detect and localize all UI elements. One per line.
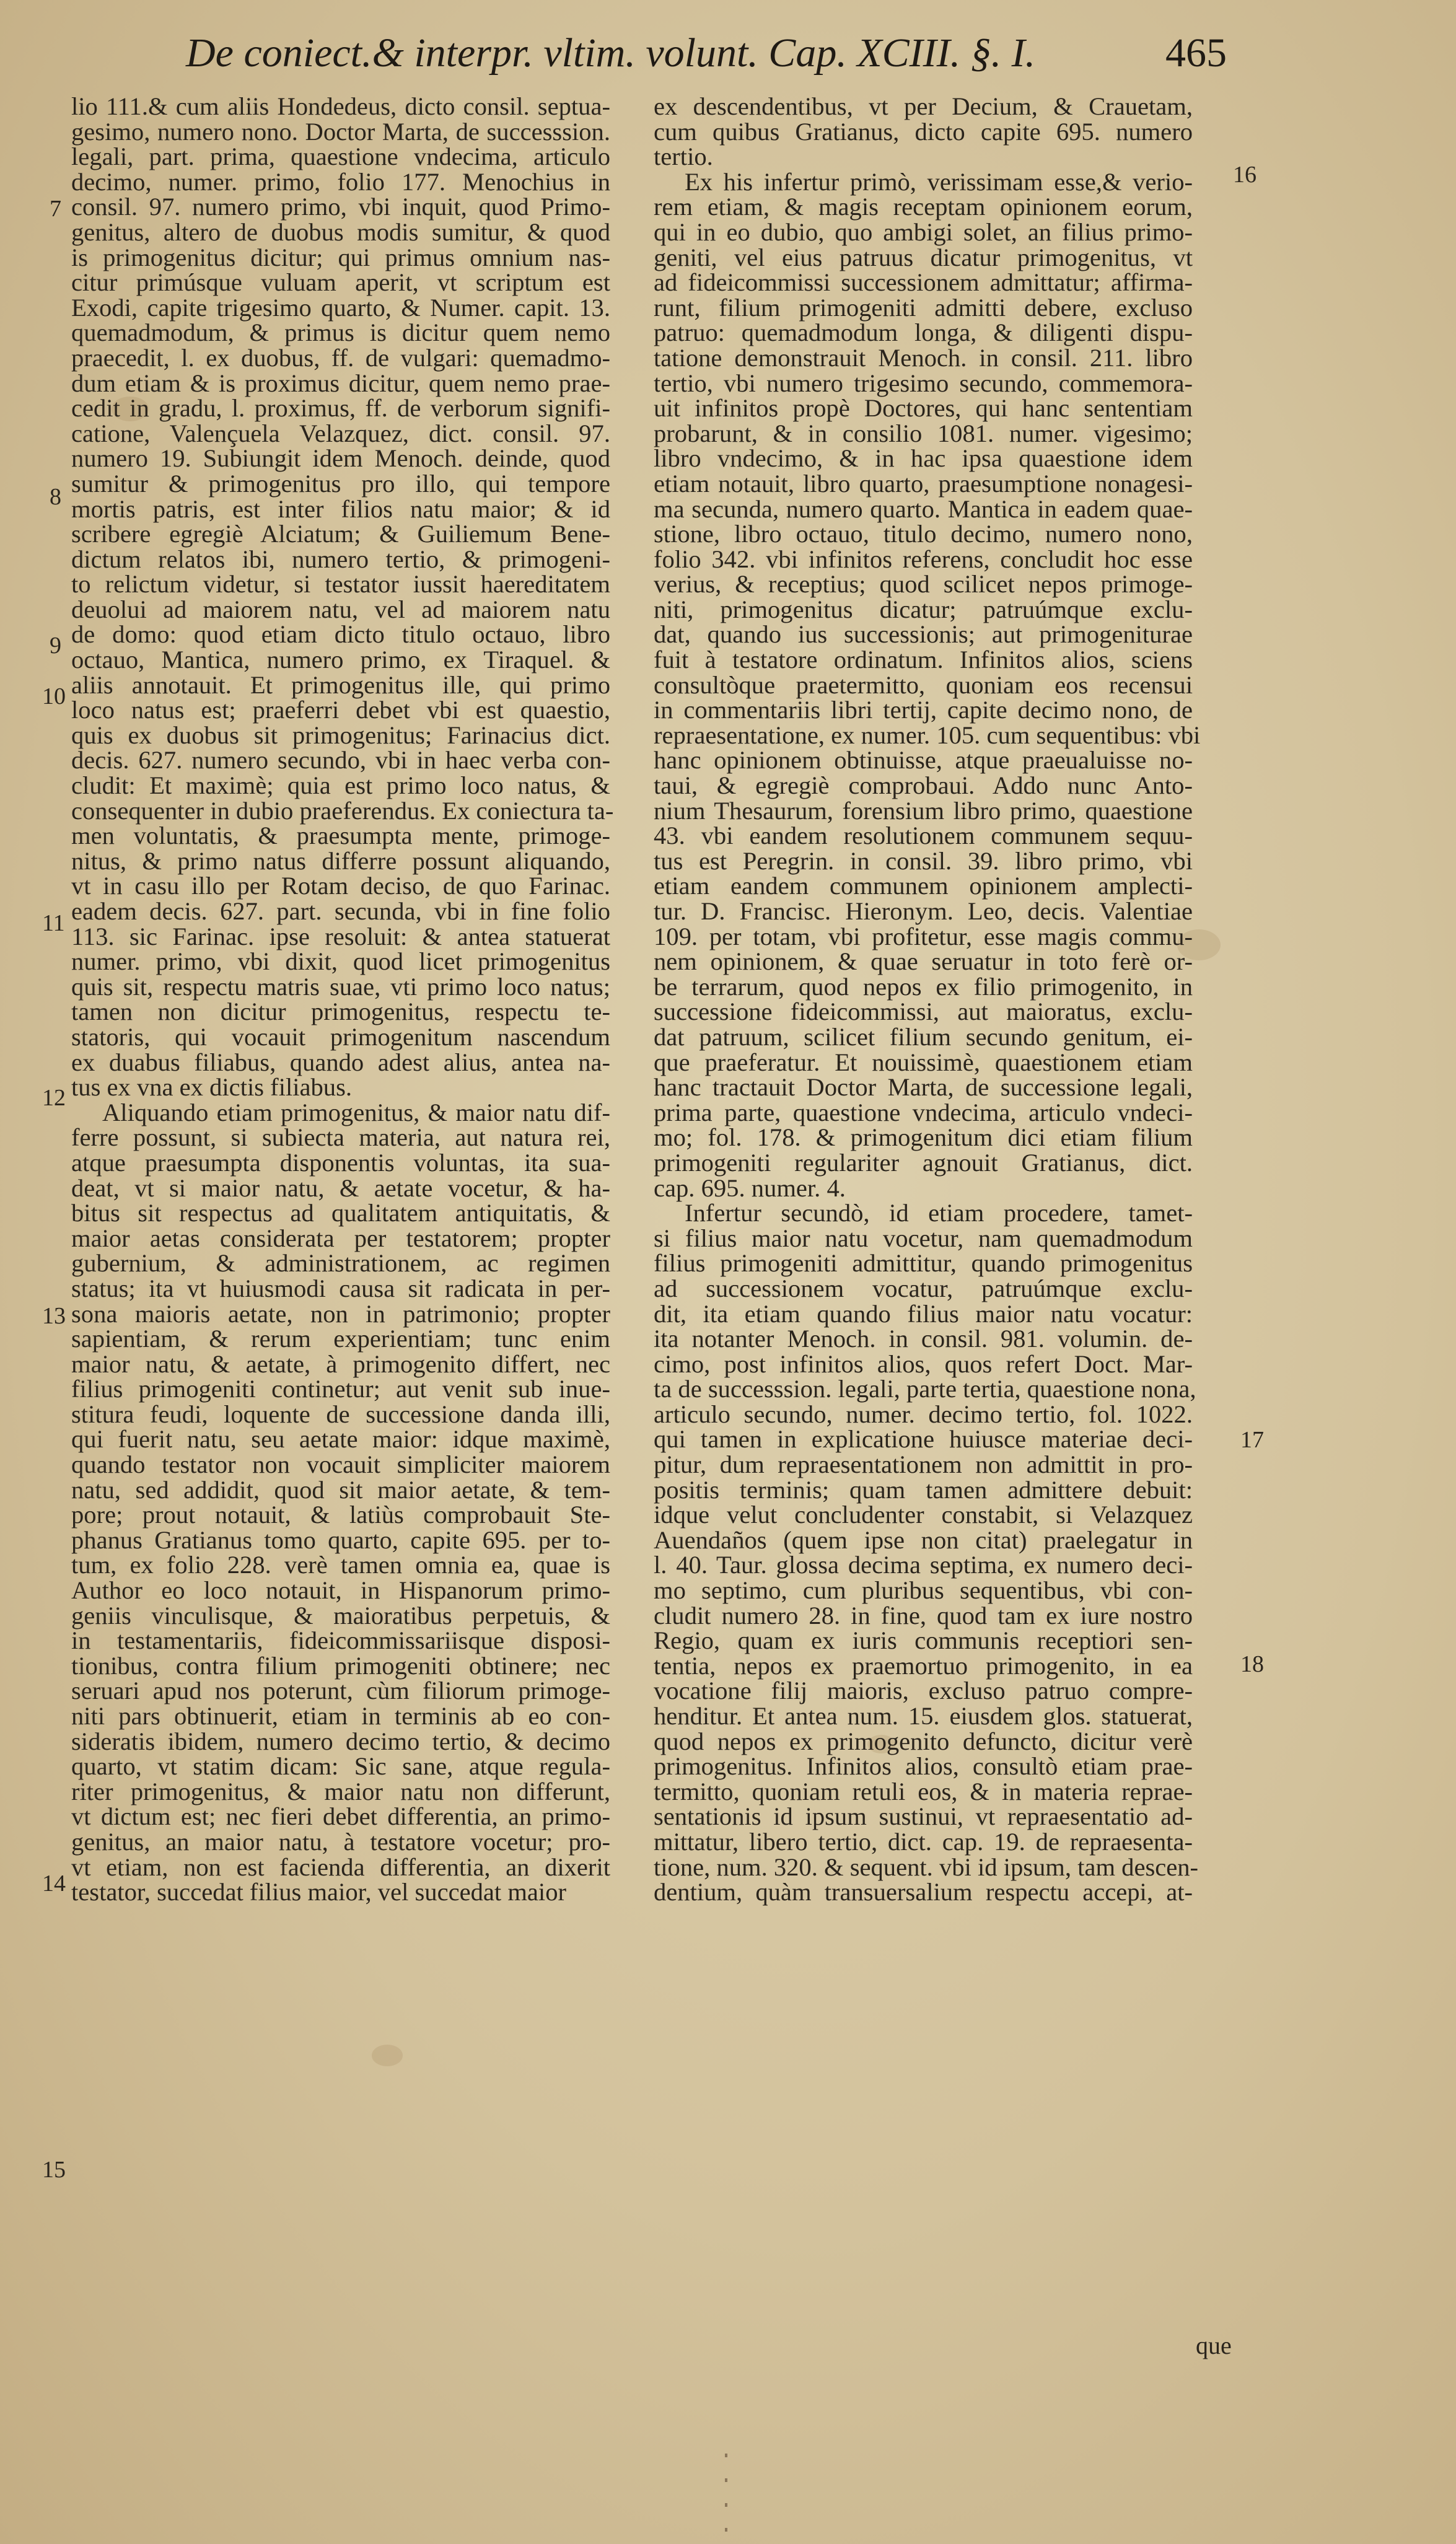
text-line: consequenter in dubio praeferendus. Ex coniectura ta- <box>71 796 614 825</box>
margin-number: 12 <box>42 1085 66 1111</box>
text-line: tum, ex folio 228. verè tamen omnia ea, quae is <box>71 1551 610 1579</box>
text-line: decimo, numer. primo, folio 177. Menochius in <box>71 167 610 196</box>
text-line: folio 342. vbi infinitos referens, concludit hoc esse <box>654 545 1193 573</box>
margin-number: 11 <box>42 910 65 936</box>
text-line: quemadmodum, & primus is dicitur quem nemo <box>71 318 610 347</box>
text-line: termitto, quoniam retuli eos, & in materia reprae- <box>654 1777 1193 1805</box>
text-line: vt in casu illo per Rotam deciso, de quo Farinac. <box>71 872 610 900</box>
text-line: quis ex duobus sit primogenitus; Farinacius dict. <box>71 721 610 749</box>
text-line: hanc tractauit Doctor Marta, de successione legali, <box>654 1073 1193 1102</box>
text-line: statoris, qui vocauit primogenitum nascendum <box>71 1022 610 1051</box>
text-line: ita notanter Menoch. in consil. 981. volumin. de- <box>654 1325 1193 1353</box>
text-line: consil. 97. numero primo, vbi inquit, quod Primo- <box>71 193 610 221</box>
text-line: mittatur, libero tertio, dict. cap. 19. de repraesenta- <box>654 1827 1193 1856</box>
text-line: cum quibus Gratianus, dicto capite 695. numero <box>654 117 1193 146</box>
text-line: Aliquando etiam primogenitus, & maior natu dif- <box>102 1098 610 1126</box>
text-line: in commentariis libri tertij, capite decimo nono, de <box>654 696 1193 724</box>
text-line: ad fideicommissi successionem admittatur; affirma- <box>654 268 1193 297</box>
text-line: uit infinitos propè Doctores, qui hanc sententiam <box>654 394 1193 423</box>
text-line: praecedit, l. ex duobus, ff. de vulgari: quemadmo- <box>71 343 610 372</box>
text-line: nium Thesaurum, forensium libro primo, quaestione <box>654 796 1193 825</box>
text-line: etiam notauit, libro quarto, praesumptione nonagesi- <box>654 469 1193 498</box>
text-line: tus ex vna ex dictis filiabus. <box>71 1073 353 1102</box>
text-line: niti pars obtinuerit, etiam in terminis ab eo con- <box>71 1702 610 1730</box>
text-line: mo septimo, cum pluribus sequentibus, vbi con- <box>654 1576 1193 1605</box>
text-line: loco natus est; praeferri debet vbi est quaestio, <box>71 696 610 724</box>
text-line: taui, & egregiè comprobaui. Addo nunc Anto- <box>654 771 1193 800</box>
text-line: legali, part. prima, quaestione vndecima, articulo <box>71 143 610 171</box>
margin-number: 16 <box>1233 162 1256 188</box>
margin-number: 13 <box>42 1303 66 1329</box>
margin-number: 14 <box>42 1871 66 1897</box>
text-line: aliis annotauit. Et primogenitus ille, qui primo <box>71 670 610 699</box>
text-line: deat, vt si maior natu, & aetate vocetur, & ha- <box>71 1173 610 1202</box>
text-line: be terrarum, quod nepos ex filio primogenito, in <box>654 972 1193 1001</box>
text-line: tus est Peregrin. in consil. 39. libro primo, vbi <box>654 846 1193 875</box>
text-line: positis terminis; quam tamen admittere debuit: <box>654 1475 1193 1504</box>
text-line: to relictum videtur, si testator iussit haereditatem <box>71 570 610 599</box>
text-line: status; ita vt huiusmodi causa sit radicata in per- <box>71 1274 610 1302</box>
text-line: tur. D. Francisc. Hieronym. Leo, decis. Valentiae <box>654 897 1193 925</box>
text-line: l. 40. Taur. glossa decima septima, ex numero deci- <box>654 1551 1193 1579</box>
text-line: nem opinionem, & quae seruatur in toto ferè or- <box>654 947 1193 976</box>
text-line: que praeferatur. Et nouissimè, quaestionem etiam <box>654 1048 1193 1076</box>
text-line: cedit in gradu, l. proximus, ff. de verborum signifi- <box>71 394 610 423</box>
text-line: dat patruum, scilicet filium secundo genitum, ei- <box>654 1022 1193 1051</box>
text-line: dictum relatos ibi, numero tertio, & primogeni- <box>71 545 610 573</box>
page-number: 465 <box>1165 30 1227 76</box>
margin-number: 10 <box>42 683 66 709</box>
text-line: sideratis ibidem, numero decimo tertio, & decimo <box>71 1727 610 1755</box>
text-line: decis. 627. numero secundo, vbi in haec verba con- <box>71 746 610 774</box>
text-line: probarunt, & in consilio 1081. numer. vigesimo; <box>654 419 1193 447</box>
text-line: Exodi, capite trigesimo quarto, & Numer. capit. 13. <box>71 293 610 322</box>
text-line: atque praesumpta disponentis voluntas, ita sua- <box>71 1148 610 1177</box>
text-line: primogenitus. Infinitos alios, consultò etiam prae- <box>654 1752 1193 1781</box>
text-line: runt, filium primogeniti admitti debere, excluso <box>654 293 1193 322</box>
margin-number: 7 <box>50 196 61 222</box>
text-line: geniis vinculisque, & maioratibus perpetuis, & <box>71 1601 610 1629</box>
text-line: successione fideicommissi, aut maioratus, exclu- <box>654 998 1193 1026</box>
text-line: vt dictum est; nec fieri debet differentia, an primo- <box>71 1802 610 1831</box>
text-line: quis sit, respectu matris suae, vti primo loco natus; <box>71 972 610 1001</box>
text-line: tatione demonstrauit Menoch. in consil. 211. libro <box>654 343 1193 372</box>
text-line: 113. sic Farinac. ipse resoluit: & antea statuerat <box>71 922 610 950</box>
text-line: 109. per totam, vbi profitetur, esse magis commu- <box>654 922 1193 950</box>
text-line: stione, libro octauo, titulo decimo, numero nono, <box>654 520 1193 548</box>
text-line: primogeniti regulariter agnouit Gratianus, dict. <box>654 1148 1193 1177</box>
text-line: tentia, nepos ex praemortuo primogenito, in ea <box>654 1651 1193 1680</box>
text-line: cludit: Et maximè; quia est primo loco natus, & <box>71 771 610 800</box>
text-line: pitur, dum repraesentationem non admittit in pro- <box>654 1450 1193 1479</box>
text-line: tamen non dicitur primogenitus, respectu te- <box>71 998 610 1026</box>
text-line: riter primogenitus, & maior natu non differunt, <box>71 1777 610 1805</box>
text-line: octauo, Mantica, numero primo, ex Tiraquel. & <box>71 646 610 674</box>
text-line: patruo: quemadmodum longa, & diligenti dispu- <box>654 318 1193 347</box>
text-line: qui fuerit natu, seu aetate maior: idque maximè, <box>71 1425 610 1454</box>
text-line: phanus Gratianus tomo quarto, capite 695. per to- <box>71 1525 610 1554</box>
text-line: libro vndecimo, & in hac ipsa quaestione idem <box>654 444 1193 473</box>
text-line: eadem decis. 627. part. secunda, vbi in fine folio <box>71 897 610 925</box>
text-line: nitus, & primo natus differre possunt aliquando, <box>71 846 610 875</box>
text-line: geniti, vel eius patruus dicatur primogenitus, vt <box>654 243 1193 271</box>
text-line: ad successionem vocatur, patruúmque exclu- <box>654 1274 1193 1302</box>
text-line: filius primogeniti admittitur, quando primogenitus <box>654 1249 1193 1278</box>
text-line: dum etiam & is proximus dicitur, quem nemo prae- <box>71 369 610 397</box>
text-line: dentium, quàm transuersalium respectu accepi, at- <box>654 1878 1193 1906</box>
text-line: rem etiam, & magis receptam opinionem eorum, <box>654 193 1193 221</box>
margin-number: 17 <box>1240 1427 1264 1453</box>
text-line: etiam eandem communem opinionem amplecti- <box>654 872 1193 900</box>
text-line: qui in eo dubio, quo ambigi solet, an filius primo- <box>654 217 1193 246</box>
text-line: tionibus, contra filium primogeniti obtinere; nec <box>71 1651 610 1680</box>
text-line: Author eo loco notauit, in Hispanorum primo- <box>71 1576 610 1605</box>
text-line: filius primogeniti continetur; aut venit sub inue- <box>71 1375 610 1403</box>
text-line: sona maioris aetate, non in patrimonio; propter <box>71 1299 610 1328</box>
text-line: men voluntatis, & praesumpta mente, primoge- <box>71 822 610 850</box>
text-line: gubernium, & administrationem, ac regimen <box>71 1249 610 1278</box>
text-line: si filius maior natu vocetur, nam quemadmodum <box>654 1224 1193 1252</box>
text-line: dit, ita etiam quando filius maior natu vocatur: <box>654 1299 1193 1328</box>
text-line: citur primúsque vuluam aperit, vt scriptum est <box>71 268 610 297</box>
text-line: cimo, post infinitos alios, quos refert Doct. Mar- <box>654 1349 1193 1378</box>
text-line: Infertur secundò, id etiam procedere, tamet- <box>685 1199 1193 1227</box>
text-line: ex descendentibus, vt per Decium, & Crauetam, <box>654 92 1193 120</box>
text-line: gesimo, numero nono. Doctor Marta, de successsion. <box>71 117 610 146</box>
text-line: mo; fol. 178. & primogenitum dici etiam filium <box>654 1123 1193 1152</box>
margin-number: 15 <box>42 2157 66 2183</box>
text-line: scribere egregiè Alciatum; & Guiliemum Bene- <box>71 520 610 548</box>
text-line: cap. 695. numer. 4. <box>654 1173 846 1202</box>
text-line: quando testator non vocauit simpliciter maiorem <box>71 1450 610 1479</box>
text-line: is primogenitus dicitur; qui primus omnium nas- <box>71 243 610 271</box>
text-line: lio 111.& cum aliis Hondedeus, dicto consil. septua- <box>71 92 610 120</box>
text-line: dat, quando ius successionis; aut primogeniturae <box>654 620 1193 649</box>
text-line: de domo: quod etiam dicto titulo octauo, libro <box>71 620 610 649</box>
text-line: vt etiam, non est facienda differentia, an dixerit <box>71 1853 610 1881</box>
text-line: fuit à testatore ordinatum. Infinitos alios, sciens <box>654 646 1193 674</box>
text-line: prima parte, quaestione vndecima, articulo vndeci- <box>654 1098 1193 1126</box>
text-line: ta de successsion. legali, parte tertia, quaestione nona, <box>654 1375 1196 1403</box>
text-line: bitus sit respectus ad qualitatem antiquitatis, & <box>71 1199 610 1227</box>
text-line: Regio, quam ex iuris communis receptiori sen- <box>654 1626 1193 1655</box>
text-line: stitura feudi, loquente de successione danda illi, <box>71 1400 610 1428</box>
text-line: maior aetas considerata per testatorem; propter <box>71 1224 610 1252</box>
text-line: sapientiam, & rerum experientiam; tunc enim <box>71 1325 610 1353</box>
text-line: vocatione filij maioris, excluso patruo compre- <box>654 1677 1193 1705</box>
text-line: ex duabus filiabus, quando adest alius, antea na- <box>71 1048 610 1076</box>
text-line: consultòque praetermitto, quoniam eos recensui <box>654 670 1193 699</box>
margin-number: 8 <box>50 484 61 510</box>
running-title: De coniect.& interpr. vltim. volunt. Cap. XCIII. §. I. <box>186 30 1036 76</box>
text-line: articulo secundo, numer. decimo tertio, fol. 1022. <box>654 1400 1193 1428</box>
margin-number: 9 <box>50 633 61 659</box>
text-line: hanc opinionem obtinuisse, atque praeualuisse no- <box>654 746 1193 774</box>
text-line: ferre possunt, si subiecta materia, aut natura rei, <box>71 1123 610 1152</box>
text-line: Ex his infertur primò, verissimam esse,& verio- <box>685 167 1193 196</box>
catchword: que <box>1196 2331 1232 2359</box>
text-line: verius, & receptius; quod scilicet nepos primoge- <box>654 570 1193 599</box>
text-line: natu, sed addidit, quod sit maior aetate, & tem- <box>71 1475 610 1504</box>
text-line: quod nepos ex primogenito defuncto, dicitur verè <box>654 1727 1193 1755</box>
text-line: numero 19. Subiungit idem Menoch. deinde, quod <box>71 444 610 473</box>
text-line: tione, num. 320. & sequent. vbi id ipsum, tam descen- <box>654 1853 1199 1881</box>
margin-number: 18 <box>1240 1651 1264 1677</box>
text-line: repraesentatione, ex numer. 105. cum sequentibus: vbi <box>654 721 1201 749</box>
text-line: sumitur & primogenitus pro illo, qui tempore <box>71 469 610 498</box>
text-line: 43. vbi eandem resolutionem communem sequu- <box>654 822 1193 850</box>
text-line: tertio. <box>654 143 713 171</box>
text-line: seruari apud nos poterunt, cùm filiorum primoge- <box>71 1677 610 1705</box>
text-line: genitus, altero de duobus modis sumitur, & quod <box>71 217 610 246</box>
text-line: numer. primo, vbi dixit, quod licet primogenitus <box>71 947 610 976</box>
text-line: idque velut concludenter constabit, si Velazquez <box>654 1501 1193 1529</box>
text-line: quarto, vt statim dicam: Sic sane, atque regula- <box>71 1752 610 1781</box>
text-line: qui tamen in explicatione huiusce materiae deci- <box>654 1425 1193 1454</box>
text-line: mortis patris, est inter filios natu maior; & id <box>71 494 610 523</box>
right-column <box>654 92 1201 1906</box>
text-line: tertio, vbi numero trigesimo secundo, commemora- <box>654 369 1193 397</box>
text-line: henditur. Et antea num. 15. eiusdem glos. statuerat, <box>654 1702 1193 1730</box>
text-line: maior natu, & aetate, à primogenito differt, nec <box>71 1349 610 1378</box>
text-line: niti, primogenitus dicatur; patruúmque exclu- <box>654 595 1193 623</box>
running-head <box>186 30 1227 86</box>
text-line: genitus, an maior natu, à testatore vocetur; pro- <box>71 1827 610 1856</box>
text-line: in testamentariis, fideicommissariisque disposi- <box>71 1626 610 1655</box>
text-line: ma secunda, numero quarto. Mantica in eadem quae- <box>654 494 1193 523</box>
left-column <box>71 92 614 1906</box>
text-line: cludit numero 28. in fine, quod tam ex iure nostro <box>654 1601 1193 1629</box>
text-line: testator, succedat filius maior, vel succedat maior <box>71 1878 566 1906</box>
text-line: deuolui ad maiorem natu, vel ad maiorem natu <box>71 595 610 623</box>
text-line: sentationis id ipsum sustinui, vt repraesentatio ad- <box>654 1802 1193 1831</box>
binding-mark <box>725 2454 727 2540</box>
text-line: pore; prout notauit, & latiùs comprobauit Ste- <box>71 1501 610 1529</box>
text-line: catione, Valençuela Velazquez, dict. consil. 97. <box>71 419 610 447</box>
text-line: Auendaños (quem ipse non citat) praelegatur in <box>654 1525 1193 1554</box>
